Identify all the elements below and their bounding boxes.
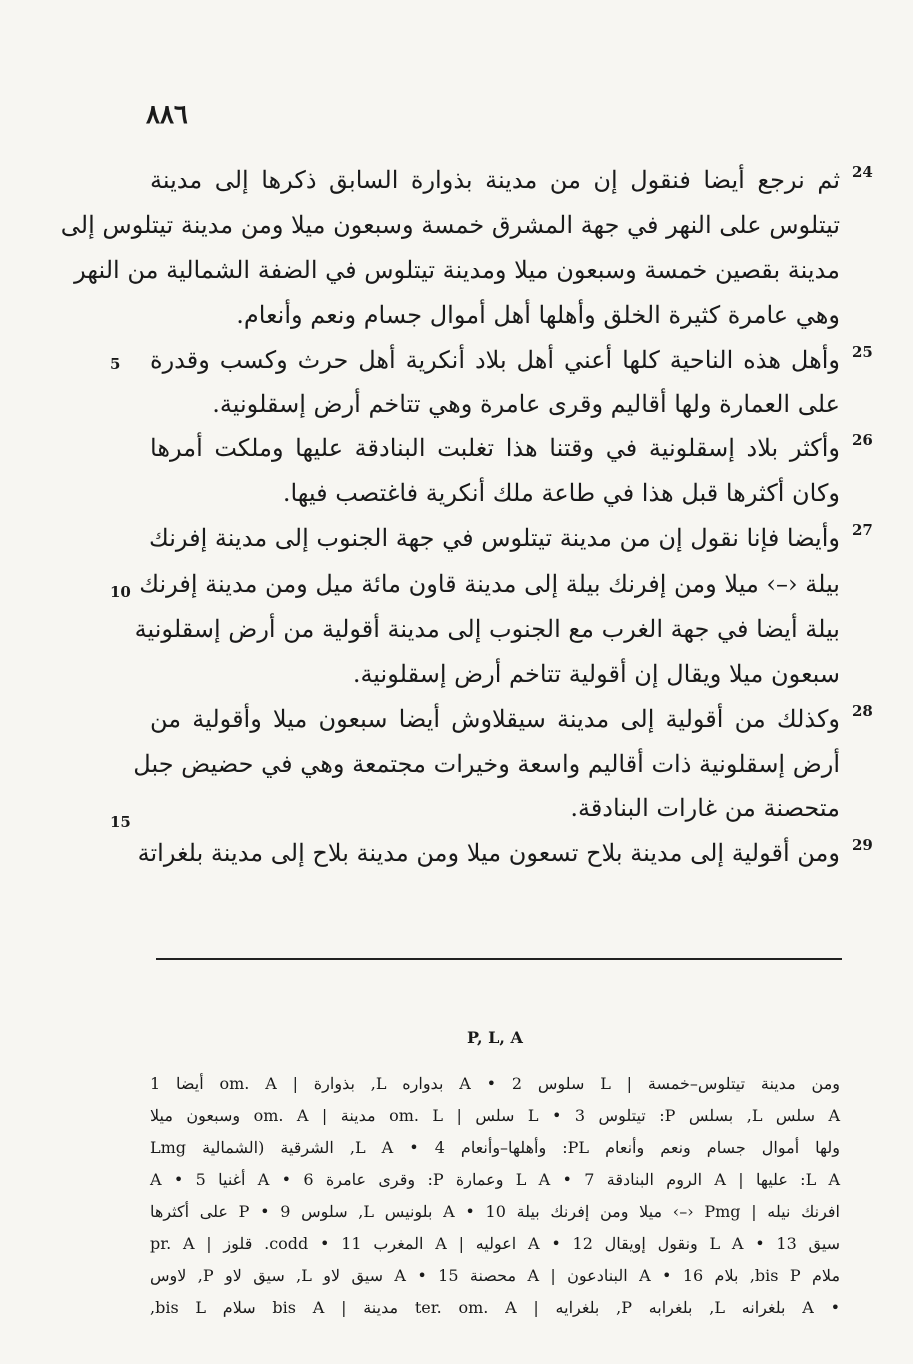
apparatus-line: ولها أموال جسام ونعم وأنعام PL: وأهلها–وأنعام 4 • L A, الشرقية (الشمالية Lmg — [150, 1138, 841, 1157]
text-line: ثم نرجع أيضا فنقول إن من مدينة بذوارة السابق ذكرها إلى مدينة — [150, 166, 840, 194]
paragraph-number: 25 — [852, 343, 873, 361]
line-marker: 5 — [110, 355, 121, 373]
text-line: وكان أكثرها قبل هذا في طاعة ملك أنكرية فاغتصب فيها. — [282, 479, 840, 507]
text-line: بيلة ‹–› ميلا ومن إفرنك بيلة إلى مدينة قاون مائة ميل ومن مدينة إفرنك — [139, 570, 840, 598]
text-line: وهي عامرة كثيرة الخلق وأهلها أهل أموال جسام ونعم وأنعام. — [236, 301, 840, 329]
apparatus-line: سيق 13 • L A ونقول إويقال 12 • A اعوليه | A المغرب 11 • codd. قلوز | pr. A — [150, 1234, 841, 1253]
paragraph-number: 26 — [852, 431, 873, 449]
text-line: ومن أقولية إلى مدينة بلاح تسعون ميلا ومن مدينة بلاح إلى مدينة بلغراتة — [137, 839, 840, 867]
apparatus-line: L A: عليها | A الروم البنادقة 7 • L A وعمارة P: وقرى عامرة 6 • A أغنيا 5 • A — [150, 1170, 841, 1189]
paragraph-number: 24 — [852, 163, 873, 181]
footnote-divider — [156, 958, 842, 960]
text-line: تيتلوس على النهر في جهة المشرق خمسة وسبعون ميلا ومن مدينة تيتلوس إلى — [60, 211, 840, 239]
line-marker: 10 — [110, 583, 131, 601]
paragraph-number: 27 — [852, 521, 873, 539]
line-marker: 15 — [110, 813, 131, 831]
text-line: على العمارة ولها أقاليم وقرى عامرة وهي تتاخم أرض إسقلونية. — [212, 390, 840, 418]
apparatus-line: • A بلغرانه L, بلغرابه P, بلغرايه | ter. om. A مدينة | bis A سلام bis L, — [150, 1298, 841, 1317]
text-line: أرض إسقلونية ذات أقاليم واسعة وخيرات مجتمعة وهي في حضيض جبل — [133, 750, 840, 778]
paragraph-number: 28 — [852, 702, 873, 720]
text-line: وأهل هذه الناحية كلها أعني أهل بلاد أنكرية أهل حرث وكسب وقدرة — [150, 346, 840, 374]
text-line: وأكثر بلاد إسقلونية في وقتنا هذا تغلبت البنادقة عليها وملكت أمرها — [150, 434, 840, 462]
text-line: وكذلك من أقولية إلى مدينة سيقلاوش أيضا سبعون ميلا وأقولية من — [150, 705, 840, 733]
apparatus-line: افرنك نيله | Pmg ‹–› ميلا ومن إفرنك بيلة 10 • A بلونيس L, سلوس 9 • P على أكثرها — [150, 1202, 841, 1221]
paragraph-number: 29 — [852, 836, 873, 854]
text-line: بيلة أيضا في جهة الغرب مع الجنوب إلى مدينة أقولية من أرض إسقلونية — [134, 615, 840, 643]
apparatus-line: ملام bis P, بلام 16 • A البنادعون | A محصنة 15 • A سيق لاو L, سيق لاو P, لاوس — [150, 1266, 841, 1285]
apparatus-sigla: P, L, A — [467, 1028, 523, 1047]
text-line: سبعون ميلا ويقال إن أقولية تتاخم أرض إسقلونية. — [352, 660, 840, 688]
text-line: وأيضا فإنا نقول إن من مدينة تيتلوس في جهة الجنوب إلى مدينة إفرنك — [149, 524, 840, 552]
apparatus-line: A سلس L, بسلس P: تيتلوس 3 • L سلس | om. L مدينة | om. A وسبعون ميلا — [150, 1106, 841, 1125]
apparatus-line: ومن مدينة تيتلوس–خمسة | L سلوس 2 • A بدواره L, بذوارة | om. A أيضا 1 — [150, 1074, 840, 1093]
text-line: متحصنة من غارات البنادقة. — [570, 794, 840, 822]
page-number: ٨٨٦ — [146, 100, 188, 130]
text-line: مدينة بقصين خمسة وسبعون ميلا ومدينة تيتلوس في الضفة الشمالية من النهر — [74, 256, 840, 284]
